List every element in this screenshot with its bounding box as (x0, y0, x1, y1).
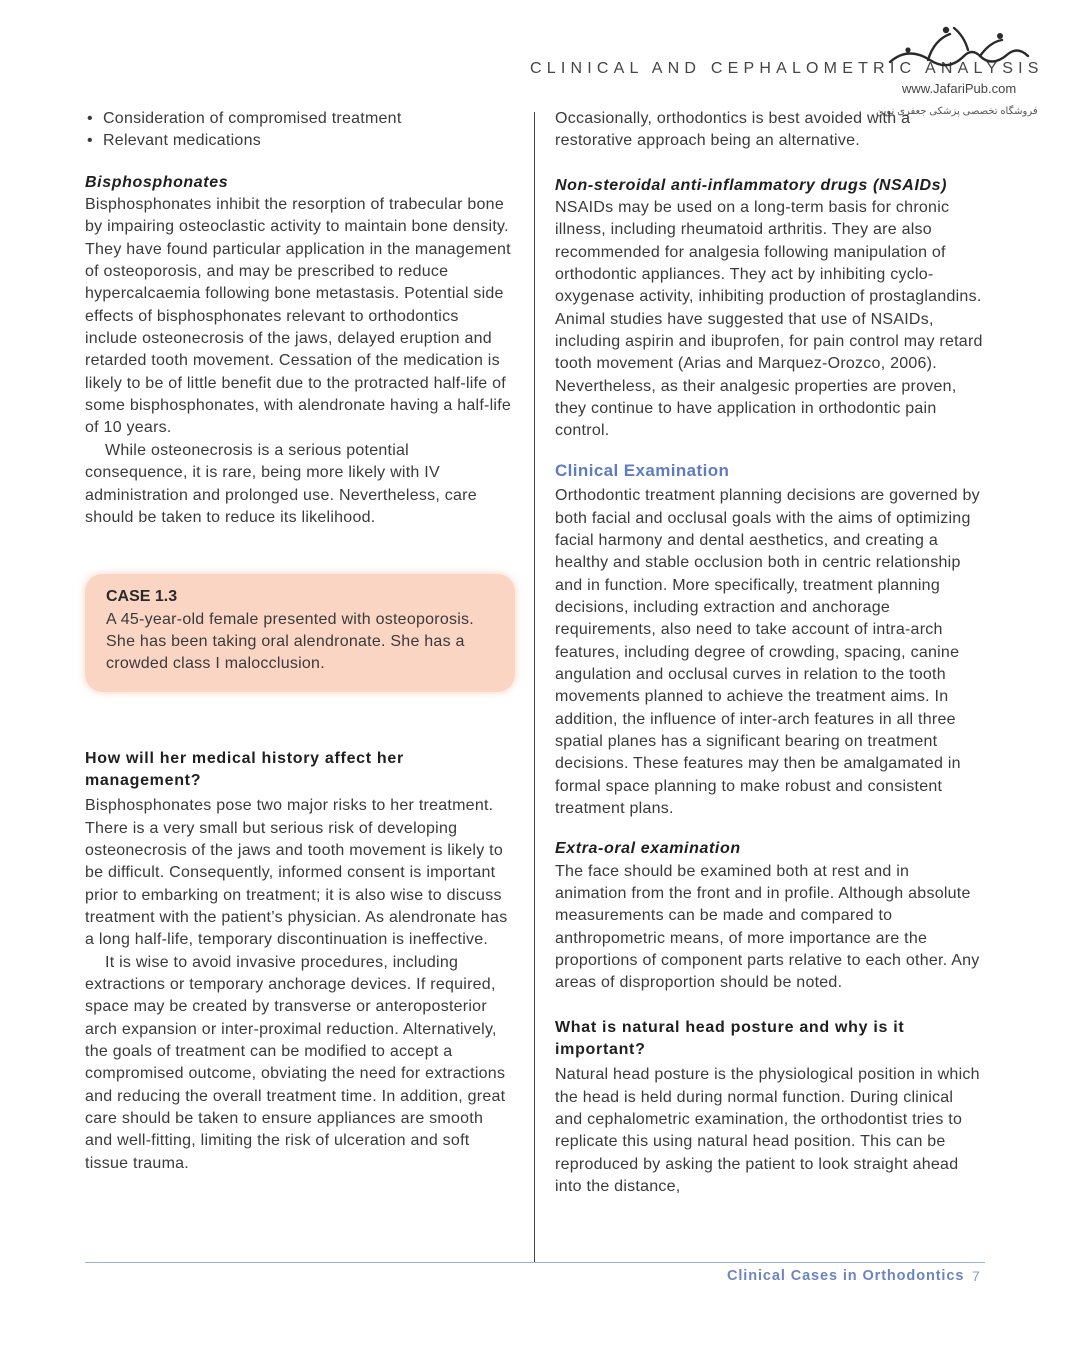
case-box (85, 574, 515, 691)
publisher-logo-icon (868, 20, 1043, 82)
extraoral-heading: Extra-oral examination (555, 840, 741, 858)
nhp-heading: What is natural head posture and why is it important? (555, 1018, 905, 1059)
column-divider (534, 112, 535, 1262)
answer-paragraph-1: Bisphosphonates pose two major risks to her treatment. There is a very small but serious risk of developing osteonecrosis of the jaws and tooth movement is likely to be difficult. Consequently, informed consent is important prior to embarking on treatment; it is also wise to discuss treatment with the patient’s physician. As alendronate has a long half-life, temporary discontinuation is ineffective. (85, 797, 508, 949)
bisphosphonates-paragraph-1: Bisphosphonates inhibit the resorption of trabecular bone by impairing osteoclastic activity to maintain bone density. They have found particular application in the management of osteoporosis, and may be prescribed to reduce hypercalcaemia following bone metastasis. Potential side effects of bisphosphonates relevant to orthodontics include osteonecrosis of the jaws, delayed eruption and retarded tooth movement. Cessation of the medication is likely to be of little benefit due to the protracted half-life of some bisphosphonates, with alendronate having a half-life of 10 years. (85, 196, 512, 437)
nsaids-heading: Non-steroidal anti-inflammatory drugs (NSAIDs) (555, 176, 948, 194)
bisphosphonates-paragraph-2: While osteonecrosis is a serious potential consequence, it is rare, being more likely with IV administration and prolonged use. Nevertheless, care should be taken to reduce its likelihood. (85, 441, 477, 526)
clinical-examination-paragraph: Orthodontic treatment planning decisions are governed by both facial and occlusal goals with the aims of optimizing facial harmony and dental aesthetics, and creating a healthy and stable occlusion both in centric relationship and in function. More specifically, treatment planning decisions, including extraction and anchorage requirements, also need to take account of intra-arch features, including degree of crowding, spacing, canine angulation and occlusal curves in relation to the tooth movements planned to achieve the treatment aims. In addition, the influence of inter-arch features in all three spatial planes has a significant bearing on treatment decisions. These features may then be amalgamated in formal space planning to make robust and consistent treatment plans. (555, 487, 980, 817)
nsaids-paragraph: NSAIDs may be used on a long-term basis for chronic illness, including rheumatoid arthritis. They are also recommended for analgesia following manipulation of orthodontic appliances. They act by inhibiting cyclo-oxygenase activity, inhibiting production of prostaglandins. Animal studies have suggested that use of NSAIDs, including aspirin and ibuprofen, for pain control may retard tooth movement (Arias and Marquez-Orozco, 2006). Nevertheless, as their analgesic properties are proven, they continue to have application in orthodontic pain control. (555, 199, 983, 440)
bullet-item: • Relevant medications (85, 130, 515, 152)
page-number: 7 (972, 1268, 980, 1284)
intro-paragraph: Occasionally, orthodontics is best avoided with a restorative approach being an alternative. (555, 110, 911, 150)
clinical-examination-heading: Clinical Examination (555, 460, 730, 480)
bullet-item: • Consideration of compromised treatment (85, 108, 515, 130)
extraoral-paragraph: The face should be examined both at rest and in animation from the front and in profile. Although absolute measurements can be made and compared to anthropometric means, of more importance are the proportions of component parts relative to each other. Any areas of disproportion should be noted. (555, 862, 980, 992)
bisphosphonates-heading: Bisphosphonates (85, 173, 229, 191)
footer-rule (85, 1262, 985, 1263)
publisher-tagline: فروشگاه تخصصی پزشکی جعفری نوین (876, 106, 1038, 117)
answer-paragraph-2: It is wise to avoid invasive procedures, including extractions or temporary anchorage devices. If required, space may be created by transverse or anteroposterior arch expansion or inter-proximal reduction. Alternatively, the goals of treatment can be modified to accept a compromised outcome, obviating the need for extractions and reducing the overall treatment time. In addition, great care should be taken to ensure appliances are smooth and well-fitting, limiting the risk of ulceration and soft tissue trauma. (85, 953, 506, 1172)
left-column (85, 108, 515, 1175)
running-head-title: CLINICAL AND CEPHALOMETRIC ANALYSIS (530, 60, 1044, 77)
right-column (555, 108, 985, 1198)
nhp-paragraph: Natural head posture is the physiological position in which the head is held during normal function. During clinical and cephalometric examination, the orthodontist tries to replicate this using natural head position. This can be reproduced by asking the patient to look straight ahead into the distance, (555, 1066, 980, 1196)
case-label: CASE 1.3 (106, 588, 178, 606)
bullet-list (85, 108, 515, 153)
case-text: A 45-year-old female presented with osteoporosis. She has been taking oral alendronate. She has a crowded class I malocclusion. (106, 610, 474, 673)
question-heading: How will her medical history affect her management? (85, 749, 404, 789)
footer-book-title: Clinical Cases in Orthodontics (727, 1268, 965, 1284)
publisher-logo (868, 20, 1043, 120)
publisher-url: www.JafariPub.com (902, 81, 1017, 96)
